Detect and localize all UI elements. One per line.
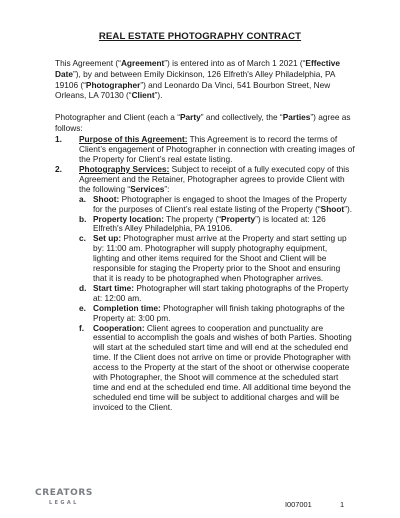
section-photography-services: 2. Photography Services: Subject to receipt of a fully executed copy of this Agreement and the Retainer, Photographer agrees to provide Client with the following “Services”: a. Shoot: Photographer is engaged to shoot the Images of the Property for the purposes of Client’s real estate listing of the Property (“Shoot”). b. Property location: The property (“Property”) is located at: 126 Elfreth's Alley Philadelphia, PA 19106. c. Set up: Photographer must arrive at the Property and start setting up by: 11:00 am. Photographer will supply photography equipment, lighting and other items required for the Shoot and Client will be responsible for staging the Property prior to the Shoot and ensuring that it is ready to be photographed when Photographer arrives. d. Start time: Photographer will start taking photographs of the Property at: 12:00 am. e. Completion time: Photographer will finish taking photographs of the Property at: 3:00 pm. f. Cooperation: Client agrees to cooperation and punctuality are essential to accomplish the goals and wishes of both Parties. Shooting will start at the scheduled start time and will end at the scheduled end time. If the Client does not arrive on time or provide Photographer with access to the Property at the start of the shoot or otherwise cooperate with Photographer, the Shoot will commence at the scheduled start time and end at the scheduled end time. All additional time beyond the scheduled end time will be subject to additional charges and will be invoiced to the Client. — [55, 165, 355, 413]
section-purpose — [55, 135, 355, 165]
service-item-completion-time: e. Completion time: Photographer will finish taking photographs of the Property at: 3:00 pm. — [79, 302, 345, 323]
document-title: REAL ESTATE PHOTOGRAPHY CONTRACT — [98, 31, 302, 42]
service-item-cooperation: f. Cooperation: Client agrees to cooperation and punctuality are essential to accomplish the goals and wishes of both Parties. Shooting will start at the scheduled start time and will end at the scheduled end time. If the Client does not arrive on time or provide Photographer with access to the Property at the start of the shoot or otherwise cooperate with Photographer, the Shoot will commence at the scheduled start time and end at the scheduled end time. All additional time beyond the scheduled end time will be subject to additional charges and will be invoiced to the Client. — [79, 322, 352, 412]
service-item-start-time: d. Start time: Photographer will start taking photographs of the Property at: 12:00 am. — [79, 282, 349, 303]
section-text: This Agreement is to record the terms of Client’s engagement of Photographer in connection with creating images of the Property for Client’s real estate listing. — [79, 134, 355, 164]
section-number: 2. — [55, 164, 62, 174]
page-number: 1 — [340, 500, 345, 509]
service-item-shoot: a. Shoot: Photographer is engaged to shoot the Images of the Property for the purposes of Client’s real estate listing of the Property (“Shoot”). — [79, 193, 353, 214]
intro-paragraph: This Agreement (“Agreement”) is entered into as of March 1 2021 (“Effective Date”), by and between Emily Dickinson, 126 Elfreth's Alley Philadelphia, PA 19106 (“Photographer”) and Leonardo Da Vinci, 541 Bourbon Street, New Orleans, LA 70130 (“Client”). — [55, 58, 340, 101]
parties-paragraph: Photographer and Client (each a “Party” and collectively, the “Parties”) agree as follows: — [55, 112, 351, 133]
creators-legal-logo: CREATORS LEGAL — [35, 488, 93, 506]
section-heading: Photography Services: — [79, 164, 170, 174]
service-item-property-location: b. Property location: The property (“Property”) is located at: 126 Elfreth's Alley Philadelphia, PA 19106. — [79, 213, 326, 234]
document-id: I007001 — [285, 500, 312, 509]
service-item-set-up: c. Set up: Photographer must arrive at the Property and start setting up by: 11:00 am. Photographer will supply photography equipment, lighting and other items required for the Shoot and Client will be responsible for staging the Property prior to the Shoot and ensuring that it is ready to be photographed when Photographer arrives. — [79, 233, 347, 283]
section-number: 1. — [55, 134, 62, 144]
section-heading: Purpose of this Agreement: — [79, 134, 188, 144]
